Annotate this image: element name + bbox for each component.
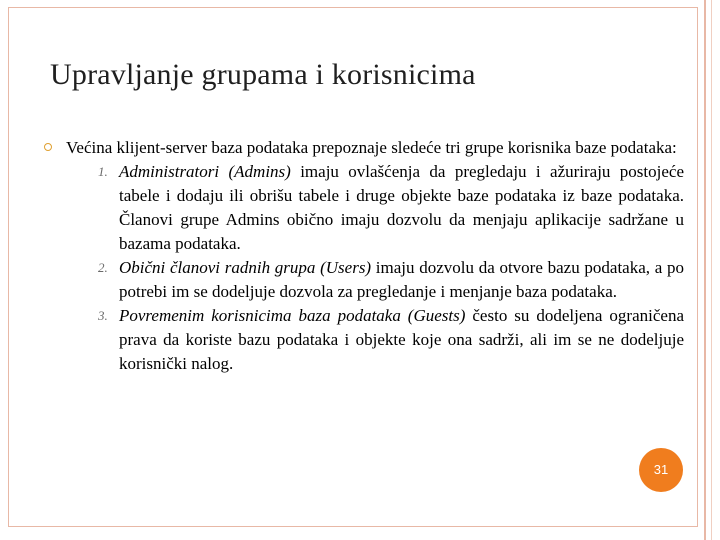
- bullet-text: Većina klijent-server baza podataka prepoznaje sledeće tri grupe korisnika baze podataka:: [66, 138, 677, 157]
- list-item: [44, 160, 684, 256]
- list-item-number: 3.: [98, 308, 108, 323]
- list-item-number: 2.: [98, 260, 108, 275]
- list-item-label: Povremenim korisnicima baza podataka (Guests): [119, 306, 466, 325]
- list-item-text: imaju ovlašćenja da pregledaju i ažuriraju postojeće tabele i dodaju ili obrišu tabele i druge objekte baze podataka iz baze podataka. Članovi grupe Admins obično imaju dozvolu da menjaju aplikacije sadržane u bazama podataka.: [119, 162, 684, 253]
- page-number-badge: 31: [639, 448, 683, 492]
- list-item: [44, 256, 684, 304]
- bullet-circle-icon: [44, 143, 52, 151]
- list-item-number: 1.: [98, 164, 108, 179]
- slide-title: Upravljanje grupama i korisnicima: [50, 58, 476, 91]
- list-item-text: često su dodeljena ograničena prava da koriste bazu podataka i objekte koje ona sadrži, ali im se ne dodeljuje korisnički nalog.: [119, 306, 684, 373]
- numbered-list: [44, 160, 684, 376]
- slide-content: [44, 136, 684, 376]
- frame-right-line: [704, 0, 706, 540]
- list-item: [44, 304, 684, 376]
- list-item-label: Obični članovi radnih grupa (Users): [119, 258, 372, 277]
- list-item-text: imaju dozvolu da otvore bazu podataka, a po potrebi im se dodeljuje dozvola za pregledanje i menjanje baza podataka.: [119, 258, 684, 301]
- bullet-item: [44, 136, 684, 160]
- list-item-label: Administratori (Admins): [119, 162, 291, 181]
- frame-right-line-inner: [711, 0, 712, 540]
